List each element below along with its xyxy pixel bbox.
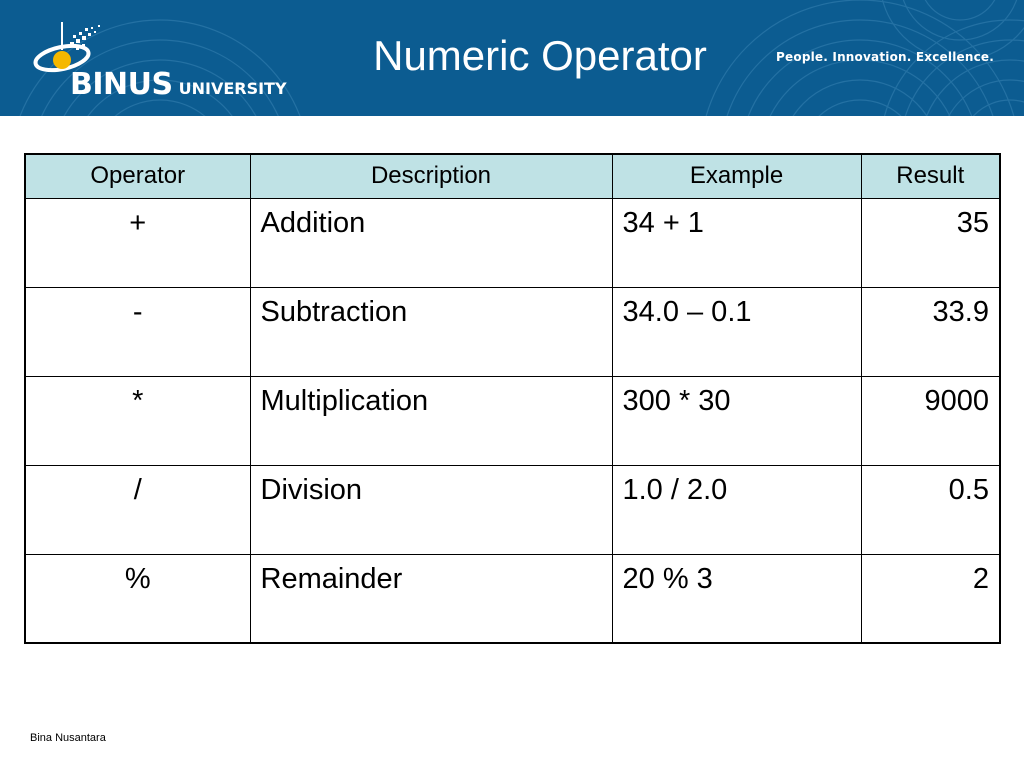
example-cell: 34 + 1: [612, 198, 861, 287]
result-cell: 2: [861, 554, 1000, 643]
result-cell: 33.9: [861, 287, 1000, 376]
logo-brand-text: BINUS: [70, 67, 173, 102]
example-cell: 300 * 30: [612, 376, 861, 465]
slide-header: [0, 0, 1024, 116]
table-row: [25, 376, 1000, 465]
operator-cell: -: [25, 287, 250, 376]
example-cell: 1.0 / 2.0: [612, 465, 861, 554]
binus-logo: [32, 20, 302, 100]
operator-table: [24, 153, 1001, 644]
column-header-description: Description: [250, 154, 612, 198]
description-cell: Addition: [250, 198, 612, 287]
description-cell: Remainder: [250, 554, 612, 643]
example-cell: 20 % 3: [612, 554, 861, 643]
table-row: [25, 287, 1000, 376]
table-row: [25, 198, 1000, 287]
column-header-result: Result: [861, 154, 1000, 198]
operator-cell: /: [25, 465, 250, 554]
result-cell: 35: [861, 198, 1000, 287]
column-header-operator: Operator: [25, 154, 250, 198]
description-cell: Subtraction: [250, 287, 612, 376]
table-header-row: [25, 154, 1000, 198]
description-cell: Division: [250, 465, 612, 554]
tagline: People. Innovation. Excellence.: [776, 50, 994, 64]
table-row: [25, 554, 1000, 643]
description-cell: Multiplication: [250, 376, 612, 465]
column-header-example: Example: [612, 154, 861, 198]
footer-text: Bina Nusantara: [30, 732, 106, 744]
slide-title: Numeric Operator: [373, 32, 707, 79]
operator-cell: +: [25, 198, 250, 287]
operator-cell: %: [25, 554, 250, 643]
logo-university-text: UNIVERSITY: [178, 79, 287, 98]
table-row: [25, 465, 1000, 554]
operator-cell: *: [25, 376, 250, 465]
example-cell: 34.0 – 0.1: [612, 287, 861, 376]
result-cell: 9000: [861, 376, 1000, 465]
result-cell: 0.5: [861, 465, 1000, 554]
